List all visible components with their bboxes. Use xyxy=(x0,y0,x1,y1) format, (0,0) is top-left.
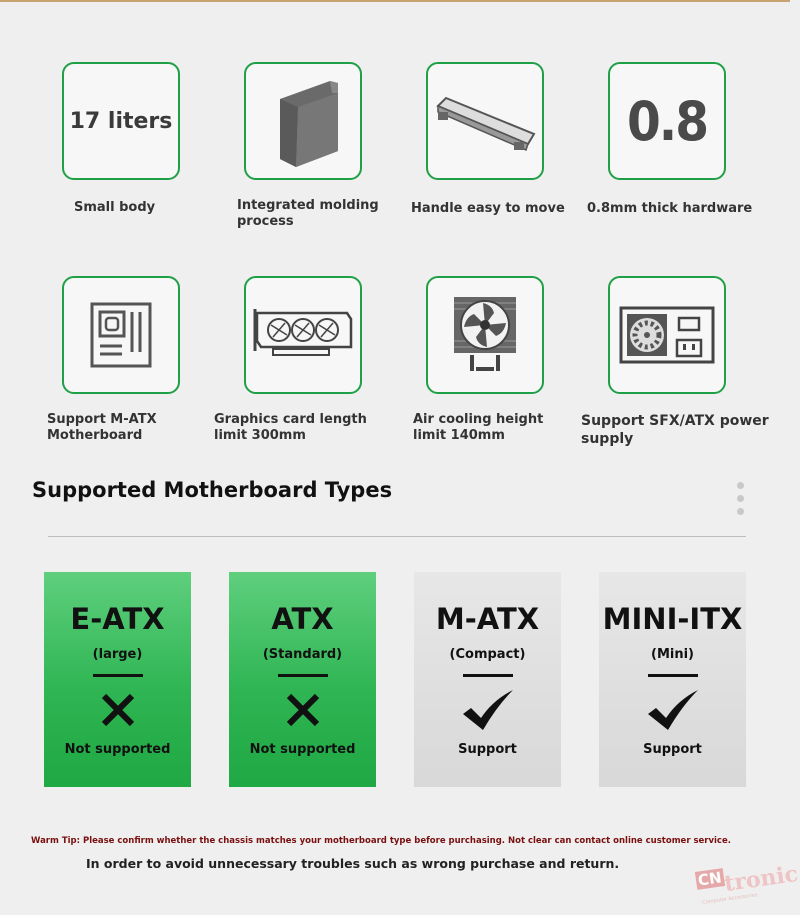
carousel-dots[interactable] xyxy=(737,482,745,521)
mb-divider xyxy=(93,674,143,677)
feature-label-molding: Integrated molding process xyxy=(237,198,379,229)
mb-type-label: M-ATX xyxy=(435,602,540,636)
brand-badge: CN xyxy=(696,868,723,890)
feature-card-psu xyxy=(608,276,726,394)
mb-divider xyxy=(648,674,698,677)
mb-card-matx xyxy=(414,572,561,787)
section-title: Supported Motherboard Types xyxy=(32,478,393,502)
case-panel-icon xyxy=(258,71,348,171)
mb-size-label: (Compact) xyxy=(449,647,526,662)
mb-status-label: Not supported xyxy=(249,742,356,757)
mb-card-mini-itx xyxy=(599,572,746,787)
top-accent-line xyxy=(0,0,790,2)
check-icon xyxy=(646,690,700,730)
mb-status-label: Not supported xyxy=(64,742,171,757)
air-cooler-icon xyxy=(450,293,520,377)
mb-type-label: ATX xyxy=(271,602,334,636)
mb-card-eatx xyxy=(44,572,191,787)
graphics-card-icon xyxy=(251,305,355,365)
mb-type-label: MINI-ITX xyxy=(602,602,743,636)
mb-divider xyxy=(463,674,513,677)
warm-tip-note: In order to avoid unnecessary troubles such as wrong purchase and return. xyxy=(86,856,620,871)
warm-tip: Warm Tip: Please confirm whether the chassis matches your motherboard type before purchasing. Not clear can contact online customer service. xyxy=(31,836,731,846)
brand-word: tronic xyxy=(722,860,800,898)
power-supply-icon xyxy=(619,304,715,366)
handle-icon xyxy=(430,86,540,156)
feature-label-small-body: Small body xyxy=(74,200,156,215)
mb-size-label: (large) xyxy=(92,647,143,662)
mb-status-label: Support xyxy=(643,742,702,757)
dot-indicator[interactable] xyxy=(737,508,744,515)
feature-label-cooler: Air cooling height limit 140mm xyxy=(413,412,544,443)
feature-card-molding xyxy=(244,62,362,180)
mb-type-label: E-ATX xyxy=(70,602,165,636)
dot-indicator[interactable] xyxy=(737,482,744,489)
brand-logo xyxy=(696,860,800,906)
feature-label-thickness: 0.8mm thick hardware xyxy=(587,201,753,216)
brand-tagline: Computer Accessories xyxy=(701,892,758,906)
feature-card-volume xyxy=(62,62,180,180)
feature-card-handle xyxy=(426,62,544,180)
feature-card-cooler xyxy=(426,276,544,394)
dot-indicator[interactable] xyxy=(737,495,744,502)
check-icon xyxy=(461,690,515,730)
mb-status-label: Support xyxy=(458,742,517,757)
feature-label-motherboard: Support M-ATX Motherboard xyxy=(47,412,157,443)
feature-card-thickness xyxy=(608,62,726,180)
feature-label-graphics: Graphics card length limit 300mm xyxy=(214,412,367,443)
feature-label-handle: Handle easy to move xyxy=(411,201,565,216)
cross-icon xyxy=(98,690,138,730)
section-divider xyxy=(48,536,746,537)
cross-icon xyxy=(283,690,323,730)
thickness-text: 0.8 xyxy=(626,89,708,153)
mb-card-atx xyxy=(229,572,376,787)
feature-card-graphics xyxy=(244,276,362,394)
mb-divider xyxy=(278,674,328,677)
volume-text: 17 liters xyxy=(69,108,173,134)
feature-label-psu: Support SFX/ATX power supply xyxy=(581,413,769,447)
motherboard-icon xyxy=(86,300,156,370)
mb-size-label: (Mini) xyxy=(651,647,694,662)
feature-card-motherboard xyxy=(62,276,180,394)
mb-size-label: (Standard) xyxy=(262,647,343,662)
